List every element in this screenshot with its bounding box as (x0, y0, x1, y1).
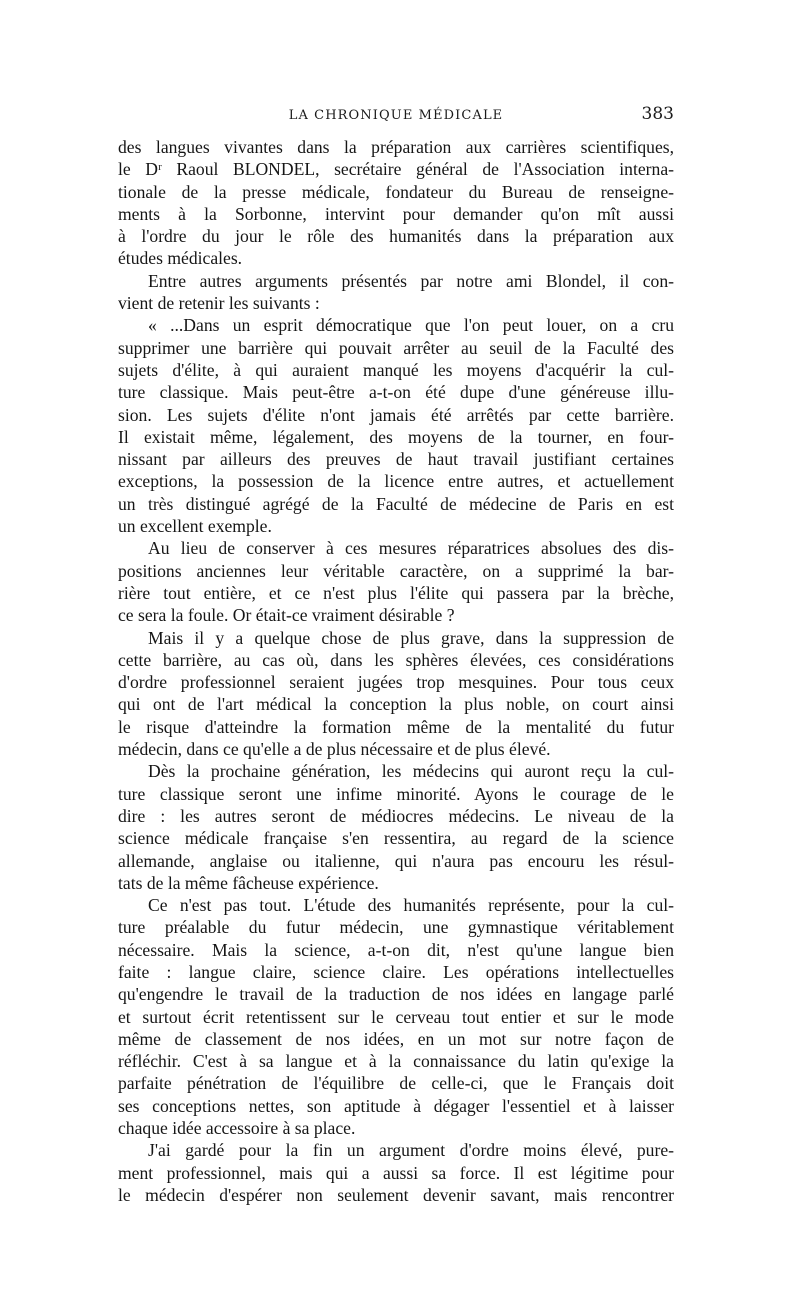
text-line: à l'ordre du jour le rôle des humanités dans la préparation aux (118, 226, 674, 247)
text-line: des langues vivantes dans la préparation aux carrières scientifiques, (118, 137, 674, 157)
text-line: ture préalable du futur médecin, une gymnastique véritablement (118, 917, 674, 938)
text-line: le médecin d'espérer non seulement devenir savant, mais rencontrer (118, 1184, 674, 1205)
text-line: ce sera la foule. Or était-ce vraiment désirable ? (118, 605, 455, 626)
text-line: sion. Les sujets d'élite n'ont jamais été arrêtés par cette barrière. (118, 404, 674, 425)
text-line: ment professionnel, mais qui a aussi sa force. Il est légitime pour (118, 1162, 674, 1183)
text-line: supprimer une barrière qui pouvait arrêter au seuil de la Faculté des (118, 337, 674, 358)
text-line: Ce n'est pas tout. L'étude des humanités représente, pour la cul- (148, 895, 674, 916)
page-number: 383 (641, 104, 674, 124)
text-line: qui ont de l'art médical la conception la plus noble, on court ainsi (118, 694, 674, 715)
text-line: vient de retenir les suivants : (118, 293, 320, 314)
text-line: d'ordre professionnel seraient jugées trop mesquines. Pour tous ceux (118, 672, 674, 693)
text-line: ments à la Sorbonne, intervint pour demander qu'on mît aussi (118, 203, 674, 224)
text-line: chaque idée accessoire à sa place. (118, 1118, 356, 1139)
text-line: Au lieu de conserver à ces mesures réparatrices absolues des dis- (148, 538, 674, 559)
text-line: un excellent exemple. (118, 516, 272, 537)
text-line: science médicale française s'en ressentira, au regard de la science (118, 828, 674, 849)
text-line: réfléchir. C'est à sa langue et à la connaissance du latin qu'exige la (118, 1051, 674, 1072)
text-line: dire : les autres seront de médiocres médecins. Le niveau de la (118, 805, 674, 826)
body-text (118, 136, 674, 1206)
text-line: le risque d'atteindre la formation même de la mentalité du futur (118, 716, 674, 737)
text-line: Entre autres arguments présentés par notre ami Blondel, il con- (148, 270, 674, 291)
text-line: tionale de la presse médicale, fondateur du Bureau de renseigne- (118, 181, 674, 202)
text-line: ture classique. Mais peut-être a-t-on été dupe d'une généreuse illu- (118, 382, 674, 403)
text-line: allemande, anglaise ou italienne, qui n'aura pas encouru les résul- (118, 850, 674, 871)
text-line: et surtout écrit retentissent sur le cerveau tout entier et sur le mode (118, 1006, 674, 1027)
running-head (118, 100, 674, 130)
text-line: sujets d'élite, à qui auraient manqué les moyens d'acquérir la cul- (118, 359, 674, 380)
text-line: positions anciennes leur véritable caractère, on a supprimé la bar- (118, 560, 674, 581)
text-line: faite : langue claire, science claire. Les opérations intellectuelles (118, 961, 674, 982)
text-line: ses conceptions nettes, son aptitude à dégager l'essentiel et à laisser (118, 1095, 674, 1116)
text-line: nécessaire. Mais la science, a-t-on dit, n'est qu'une langue bien (118, 939, 674, 960)
text-line: ture classique seront une infime minorité. Ayons le courage de le (118, 783, 674, 804)
text-line: Dès la prochaine génération, les médecins qui auront reçu la cul- (148, 761, 674, 782)
text-line: Il existait même, légalement, des moyens de la tourner, en four- (118, 426, 674, 447)
text-line: tats de la même fâcheuse expérience. (118, 872, 379, 893)
text-line: médecin, dans ce qu'elle a de plus nécessaire et de plus élevé. (118, 739, 551, 760)
text-line: cette barrière, au cas où, dans les sphères élevées, ces considérations (118, 649, 674, 670)
text-line: J'ai gardé pour la fin un argument d'ordre moins élevé, pure- (148, 1140, 674, 1161)
text-line: exceptions, la possession de la licence entre autres, et actuellement (118, 471, 674, 492)
text-line: un très distingué agrégé de la Faculté de médecine de Paris en est (118, 493, 674, 514)
text-line: rière tout entière, et ce n'est plus l'élite qui passera par la brèche, (118, 582, 674, 603)
text-line: parfaite pénétration de l'équilibre de celle-ci, que le Français doit (118, 1073, 674, 1094)
running-title: LA CHRONIQUE MÉDICALE (288, 108, 504, 123)
text-line: études médicales. (118, 248, 243, 269)
text-line: nissant par ailleurs des preuves de haut travail justifiant certaines (118, 449, 674, 470)
text-line: même de classement de nos idées, en un mot sur notre façon de (118, 1028, 674, 1049)
text-line: le Dʳ Raoul BLONDEL, secrétaire général de l'Association interna- (118, 159, 674, 180)
text-line: qu'engendre le travail de la traduction de nos idées en langage parlé (118, 984, 674, 1005)
text-line: « ...Dans un esprit démocratique que l'on peut louer, on a cru (148, 315, 674, 336)
text-line: Mais il y a quelque chose de plus grave, dans la suppression de (148, 627, 674, 648)
